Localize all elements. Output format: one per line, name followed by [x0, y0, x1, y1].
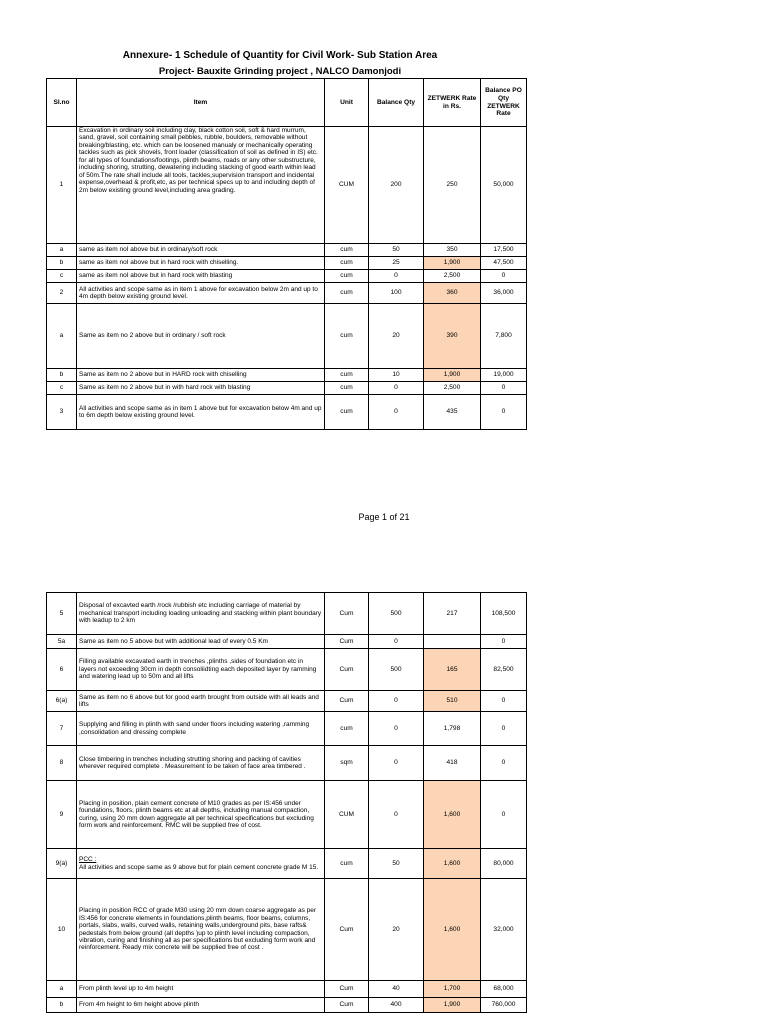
cell-amount: 19,000 — [481, 369, 527, 382]
cell-rate — [424, 635, 481, 649]
cell-amount: 0 — [481, 746, 527, 781]
cell-unit: cum — [325, 304, 369, 369]
cell-rate: 418 — [424, 746, 481, 781]
cell-amount: 80,000 — [481, 849, 527, 879]
table-row — [47, 849, 527, 879]
cell-slno: b — [47, 369, 77, 382]
cell-item — [77, 849, 325, 879]
cell-amount: 36,000 — [481, 283, 527, 304]
cell-item: Same as item no 2 above but in with hard rock with blasting — [77, 382, 325, 395]
table-row — [47, 395, 527, 430]
cell-amount: 0 — [481, 781, 527, 849]
cell-unit: Cum — [325, 691, 369, 712]
table-row — [47, 635, 527, 649]
project-subtitle: Project- Bauxite Grinding project , NALCO Damonjodi — [158, 66, 402, 77]
item-text: All activities and scope same as 9 above but for plain cement concrete grade M 15. — [79, 863, 319, 871]
table-row — [47, 981, 527, 998]
cell-slno: a — [47, 244, 77, 257]
cell-item: All activities and scope same as in item 1 above but for excavation below 4m and up to 6m depth below existing ground level. — [77, 395, 325, 430]
cell-item: Disposal of excavted earth /rock /rubbish etc including carriage of material by mechanical transport including loading unloading and stacking within plant boundary with leadup to 2 km — [77, 593, 325, 635]
cell-item: Placing in position, plain cement concrete of M10 grades as per IS:456 under foundations, floors, plinth beams etc at all depths, including manual compaction, curing, using 20 mm down aggregate all per technical specifications but excluding form work and reinforcement. RMC will be supplied free of cost. — [77, 781, 325, 849]
table-row — [47, 257, 527, 270]
cell-item: Close timbering in trenches including strutting shoring and packing of cavities wherever required complete . Measurement to be taken of face area timbered . — [77, 746, 325, 781]
table-row — [47, 382, 527, 395]
cell-item: Placing in position RCC of grade M30 using 20 mm down coarse aggregate as per IS:456 for concrete elements in foundations,plinth beams, floor beams, columns, portals, slabs, walls, curved walls, retaining walls,underground pits, base rafts& pedestals from below ground (all depths )up to plinth level including compaction, vibration, curing and finishing all as per specifications but excluding form work and reinforcement. Ready mix concrete will be supplied free of cost . — [77, 879, 325, 981]
cell-amount: 82,500 — [481, 649, 527, 691]
cell-unit: cum — [325, 257, 369, 270]
cell-slno: 10 — [47, 879, 77, 981]
header-balance-qty: Balance Qty — [369, 79, 424, 127]
table-row — [47, 283, 527, 304]
cell-rate: 2,500 — [424, 270, 481, 283]
header-zetwerk-rate: ZETWERK Rate in Rs. — [424, 79, 481, 127]
cell-amount: 0 — [481, 691, 527, 712]
cell-slno: 6(a) — [47, 691, 77, 712]
cell-rate: 1,798 — [424, 712, 481, 746]
cell-qty: 100 — [369, 283, 424, 304]
table-row — [47, 781, 527, 849]
cell-qty: 20 — [369, 304, 424, 369]
cell-unit: cum — [325, 244, 369, 257]
cell-item: From 4m height to 6m height above plinth — [77, 998, 325, 1013]
cell-rate: 510 — [424, 691, 481, 712]
cell-item: Supplying and filling in plinth with sand under floors including watering ,ramming ,consolidation and dressing complete — [77, 712, 325, 746]
cell-unit: CUM — [325, 127, 369, 244]
cell-unit: Cum — [325, 998, 369, 1013]
cell-amount: 47,500 — [481, 257, 527, 270]
cell-qty: 500 — [369, 649, 424, 691]
cell-unit: cum — [325, 849, 369, 879]
cell-item: All activities and scope same as in item 1 above for excavation below 2m and up to 4m depth below existing ground level. — [77, 283, 325, 304]
table-row — [47, 369, 527, 382]
cell-rate: 390 — [424, 304, 481, 369]
cell-qty: 0 — [369, 270, 424, 283]
cell-slno: a — [47, 304, 77, 369]
cell-item: Filling available excavated earth in trenches ,plinths ,sides of foundation etc in layers not exceeding 30cm in depth consoliidting each deposited layer by ramming and watering lead up to 50m and all lifts — [77, 649, 325, 691]
table-row — [47, 712, 527, 746]
cell-amount: 50,000 — [481, 127, 527, 244]
cell-slno: c — [47, 382, 77, 395]
cell-slno: 5a — [47, 635, 77, 649]
cell-qty: 500 — [369, 593, 424, 635]
cell-slno: 3 — [47, 395, 77, 430]
item-title: PCC : — [79, 856, 97, 864]
cell-item: Same as item no 5 above but with additional lead of every 0.5 Km — [77, 635, 325, 649]
table-row — [47, 879, 527, 981]
cell-unit: CUM — [325, 781, 369, 849]
cell-amount: 68,000 — [481, 981, 527, 998]
cell-unit: Cum — [325, 593, 369, 635]
cell-rate: 360 — [424, 283, 481, 304]
cell-unit: Cum — [325, 981, 369, 998]
cell-amount: 108,500 — [481, 593, 527, 635]
cell-amount: 0 — [481, 382, 527, 395]
cell-unit: Cum — [325, 635, 369, 649]
cell-rate: 1,900 — [424, 369, 481, 382]
cell-rate: 1,600 — [424, 849, 481, 879]
cell-rate: 350 — [424, 244, 481, 257]
cell-slno: 2 — [47, 283, 77, 304]
cell-amount: 0 — [481, 712, 527, 746]
cell-amount: 760,000 — [481, 998, 527, 1013]
page-number: Page 1 of 21 — [358, 512, 410, 522]
cell-slno: 1 — [47, 127, 77, 244]
cell-qty: 400 — [369, 998, 424, 1013]
cell-amount: 0 — [481, 395, 527, 430]
cell-slno: 7 — [47, 712, 77, 746]
table-row — [47, 127, 527, 244]
cell-amount: 0 — [481, 270, 527, 283]
cell-amount: 7,800 — [481, 304, 527, 369]
cell-item: From plinth level up to 4m height — [77, 981, 325, 998]
cell-slno: c — [47, 270, 77, 283]
document-title: Annexure- 1 Schedule of Quantity for Civil Work- Sub Station Area — [122, 50, 438, 61]
cell-slno: a — [47, 981, 77, 998]
cell-unit: Cum — [325, 879, 369, 981]
cell-qty: 0 — [369, 395, 424, 430]
cell-rate: 1,600 — [424, 879, 481, 981]
cell-slno: b — [47, 998, 77, 1013]
cell-rate: 435 — [424, 395, 481, 430]
table-row — [47, 244, 527, 257]
cell-unit: cum — [325, 382, 369, 395]
cell-qty: 0 — [369, 635, 424, 649]
cell-slno: 8 — [47, 746, 77, 781]
cell-rate: 2,500 — [424, 382, 481, 395]
cell-qty: 50 — [369, 849, 424, 879]
header-balance-po: Balance PO Qty ZETWERK Rate — [481, 79, 527, 127]
cell-item: Same as item no 2 above but in HARD rock with chiselling — [77, 369, 325, 382]
cell-qty: 0 — [369, 781, 424, 849]
table-row — [47, 998, 527, 1013]
cell-slno: 6 — [47, 649, 77, 691]
cell-slno: 5 — [47, 593, 77, 635]
cell-unit: cum — [325, 369, 369, 382]
cell-item: same as item noI above but in hard rock with blasting — [77, 270, 325, 283]
cell-qty: 0 — [369, 712, 424, 746]
cell-unit: cum — [325, 395, 369, 430]
cell-item: Same as item no 2 above but in ordinary / soft rock — [77, 304, 325, 369]
cell-rate: 165 — [424, 649, 481, 691]
cell-amount: 32,000 — [481, 879, 527, 981]
cell-unit: cum — [325, 283, 369, 304]
header-slno: Sl.no — [47, 79, 77, 127]
cell-slno: 9(a) — [47, 849, 77, 879]
table-row — [47, 304, 527, 369]
cell-unit: sqm — [325, 746, 369, 781]
cell-unit: Cum — [325, 649, 369, 691]
cell-qty: 0 — [369, 691, 424, 712]
cell-qty: 0 — [369, 382, 424, 395]
cell-qty: 50 — [369, 244, 424, 257]
cell-qty: 20 — [369, 879, 424, 981]
cell-qty: 25 — [369, 257, 424, 270]
cell-qty: 10 — [369, 369, 424, 382]
cell-item: same as item noI above but in ordinary/soft rock — [77, 244, 325, 257]
cell-amount: 17,500 — [481, 244, 527, 257]
cell-rate: 1,900 — [424, 257, 481, 270]
table-row — [47, 270, 527, 283]
cell-rate: 1,700 — [424, 981, 481, 998]
cell-item: Same as item no 6 above but for good earth brought from outside with all leads and lifts — [77, 691, 325, 712]
cell-slno: b — [47, 257, 77, 270]
table-row — [47, 746, 527, 781]
cell-item: Excavation in ordinary soil including clay, black cotton soil, soft & hard murrum, sand, gravel, soil containing small pebbles, rubble, boulders, removable without breaking/blasting, etc. which can be loosened manualy or mechanically operating tackles such as pick shovels, front loader (classification of soil as defined in IS) etc. for all types of foundations/footings, plinth beams, roads or any other substructure, including shoring, strutting, dewatering including stacking of good earth within lead of 50m.The rate shall include all tools, tackles,supervision transport and incidental expense,overhead & profit,etc, as per technical specs up to and including depth of 2m below existing ground level,including area grading. — [77, 127, 325, 244]
quantity-table-page-2 — [46, 592, 527, 1013]
table-row — [47, 649, 527, 691]
cell-rate: 217 — [424, 593, 481, 635]
cell-item: same as item noI above but in hard rock with chiselling. — [77, 257, 325, 270]
header-unit: Unit — [325, 79, 369, 127]
cell-amount: 0 — [481, 635, 527, 649]
cell-unit: cum — [325, 270, 369, 283]
cell-rate: 1,900 — [424, 998, 481, 1013]
header-item: Item — [77, 79, 325, 127]
cell-qty: 0 — [369, 746, 424, 781]
table-row — [47, 593, 527, 635]
quantity-table-page-1 — [46, 78, 527, 430]
cell-qty: 200 — [369, 127, 424, 244]
cell-rate: 250 — [424, 127, 481, 244]
cell-qty: 40 — [369, 981, 424, 998]
table-header-row — [47, 79, 527, 127]
cell-rate: 1,600 — [424, 781, 481, 849]
cell-slno: 9 — [47, 781, 77, 849]
table-row — [47, 691, 527, 712]
cell-unit: cum — [325, 712, 369, 746]
